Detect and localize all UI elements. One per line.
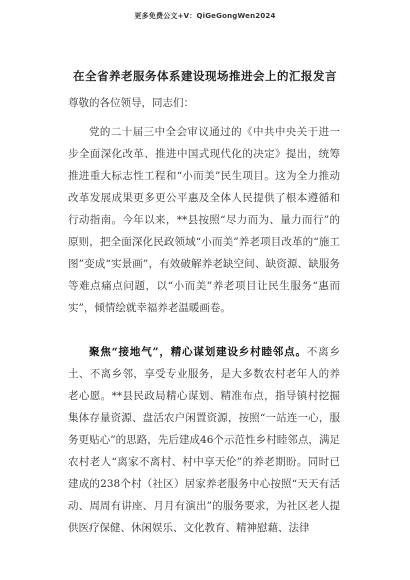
paragraph-section-1 bbox=[68, 341, 340, 539]
document-title: 在全省养老服务体系建设现场推进会上的汇报发言 bbox=[73, 69, 337, 83]
header-note: 更多免费公文+V：QiGeGongWen2024 bbox=[134, 12, 276, 20]
paragraph-body: 党的二十届三中全会审议通过的《中共中央关于进一步全面深化改革、推进中国式现代化的决定》提出，统筹推进重大标志性工程和“小而美”民生项目。这为全力推动改革发展成果更多更公平惠及全体人民提供了根本遵循和行动指南。今年以来，**县按照“尽力而为、量力而行”的原则，把全面深化民政领域“小而美”养老项目改革的“施工图”变成“实景画”，有效破解养老缺空间、缺资源、缺服务等难点痛点问题，以“小而美”养老项目让民生服务“惠而实”，倾情绘就幸福养老温暖画卷。 bbox=[68, 126, 340, 314]
section-heading: 聚焦“接地气”，精心谋划建设乡村睦邻点。 bbox=[89, 346, 307, 358]
salutation: 尊敬的各位领导，同志们： bbox=[68, 97, 194, 109]
paragraph-intro bbox=[68, 121, 340, 319]
paragraph-body: 不离乡土、不离乡邻，享受专业服务，是大多数农村老年人的养老心愿。**县民政局精心谋划、精准布点，指导镇村挖掘集体存量资源、盘活农户闲置资源，按照“一站连一心，服务更贴心”的思路，先后建成46个示范性乡村睦邻点，满足农村老人“离家不离村、村中享天伦”的养老期盼。同时已建成的238个村（社区）居家养老服务中心按照“天天有活动、周周有讲座、月月有演出”的服务要求，为社区老人提供医疗保健、休闲娱乐、文化教育、精神慰藉、法律 bbox=[68, 346, 340, 534]
